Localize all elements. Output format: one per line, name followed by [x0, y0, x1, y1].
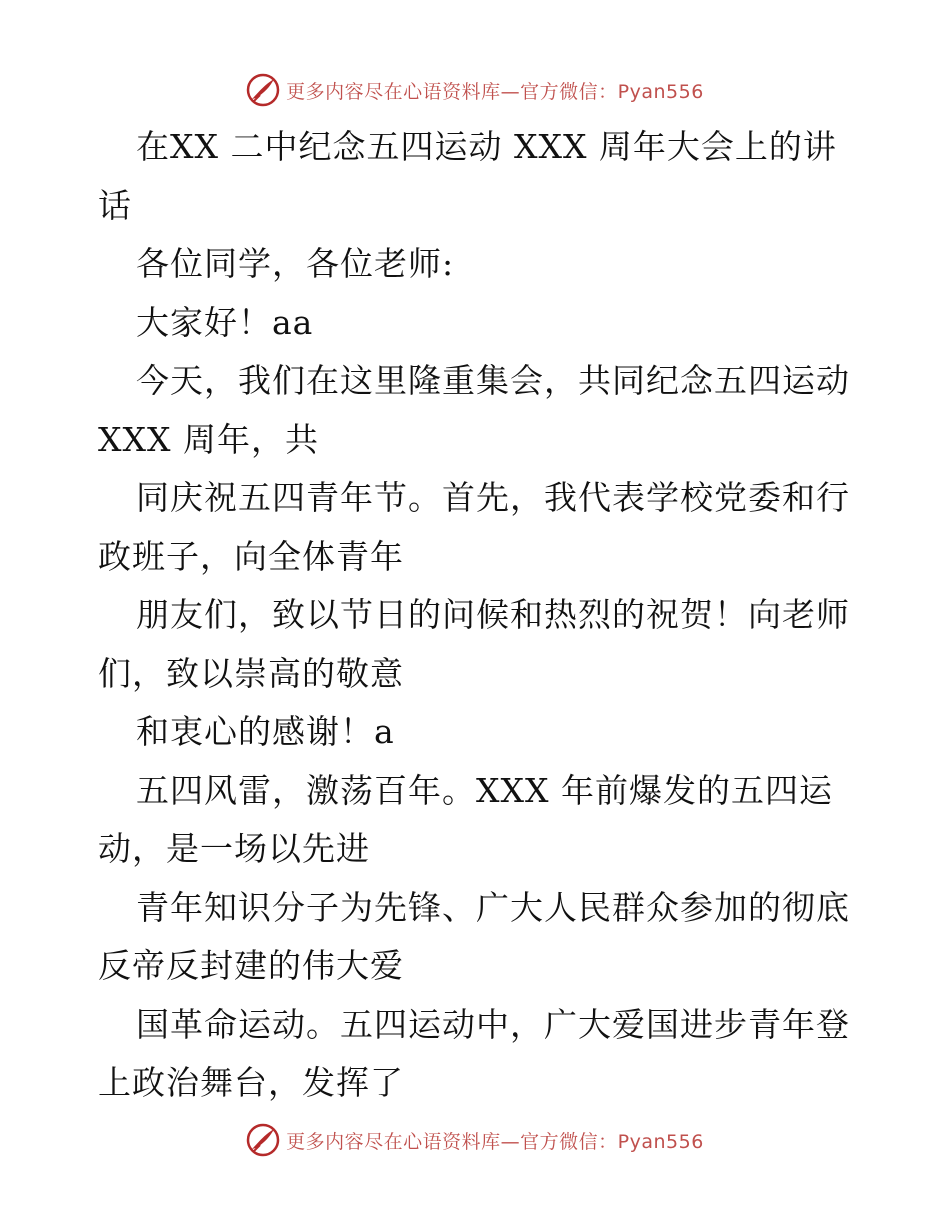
document-body — [98, 118, 858, 1113]
text-line: 青年知识分子为先锋、广大人民群众参加的彻底 — [136, 887, 850, 927]
text-line: 大家好！aa — [136, 302, 314, 342]
text-line: 五四风雷，激荡百年。XXX 年前爆发的五四运 — [136, 770, 833, 810]
text-line: 朋友们，致以节日的问候和热烈的祝贺！向老师 — [136, 595, 850, 634]
text-line: 各位同学，各位老师: — [136, 244, 455, 283]
text-line: 上政治舞台，发挥了 — [98, 1063, 404, 1102]
footer-banner — [0, 1120, 950, 1160]
text-line: 动，是一场以先进 — [98, 829, 370, 868]
text-line: 们，致以崇高的敬意 — [98, 653, 404, 693]
text-line: 政班子，向全体青年 — [98, 536, 404, 576]
text-line: 同庆祝五四青年节。首先，我代表学校党委和行 — [136, 478, 850, 517]
text-line: XXX 周年，共 — [98, 419, 319, 459]
banner-text: 更多内容尽在心语资料库—官方微信：Pyan556 — [286, 80, 704, 103]
text-line: 在XX 二中纪念五四运动 XXX 周年大会上的讲 — [136, 127, 837, 166]
text-line: 反帝反封建的伟大爱 — [98, 946, 404, 985]
text-line: 国革命运动。五四运动中，广大爱国进步青年登 — [136, 1004, 850, 1044]
text-line: 话 — [98, 185, 132, 225]
quill-pen-logo-icon — [246, 1123, 280, 1157]
header-banner — [0, 70, 950, 110]
banner-text: 更多内容尽在心语资料库—官方微信：Pyan556 — [286, 1130, 704, 1153]
text-line: 今天，我们在这里隆重集会，共同纪念五四运动 — [136, 361, 850, 400]
quill-pen-logo-icon — [246, 73, 280, 107]
text-line: 和衷心的感谢！a — [136, 712, 395, 751]
